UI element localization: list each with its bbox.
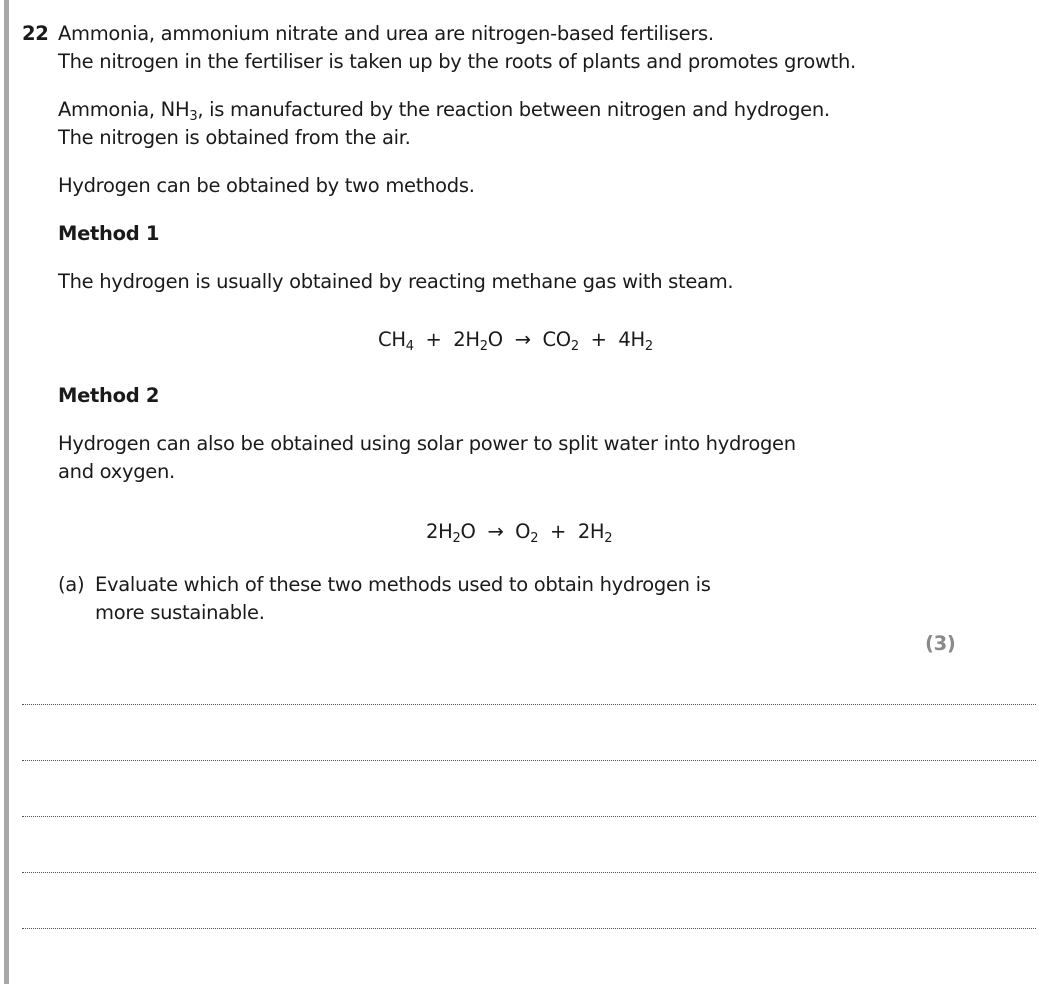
answer-line[interactable] [22,872,1036,873]
method2-equation [426,518,612,546]
answer-line[interactable] [22,704,1036,705]
answer-line[interactable] [22,760,1036,761]
eq-part: O → CO [487,328,571,351]
ammonia-line-1 [58,96,830,124]
eq-sub: 2 [530,531,539,546]
text: , is manufactured by the reaction between nitrogen and hydrogen. [197,98,830,121]
eq-part: + 2H [538,520,605,543]
method1-equation [378,326,653,354]
eq-sub: 4 [405,339,414,354]
method1-text: The hydrogen is usually obtained by reacting methane gas with steam. [58,270,734,293]
method2-text-2: and oxygen. [58,460,175,483]
eq-sub: 2 [604,531,613,546]
method2-text-1: Hydrogen can also be obtained using solar power to split water into hydrogen [58,432,796,455]
method1-heading: Method 1 [58,222,160,245]
part-a-label: (a) [58,573,85,596]
eq-part: + 4H [578,328,645,351]
intro-line-2: The nitrogen in the fertiliser is taken up by the roots of plants and promotes growth. [58,50,856,73]
answer-line[interactable] [22,928,1036,929]
eq-part: + 2H [413,328,480,351]
method2-heading: Method 2 [58,384,160,407]
subscript: 3 [189,109,198,124]
eq-part: O → O [460,520,531,543]
eq-part: CH [378,328,406,351]
page-margin-bar [4,0,9,984]
text: Ammonia, NH [58,98,190,121]
part-a-line-1: Evaluate which of these two methods used to obtain hydrogen is [95,573,711,596]
eq-sub: 2 [479,339,488,354]
eq-part: 2H [426,520,453,543]
question-number: 22 [22,22,49,45]
methods-intro: Hydrogen can be obtained by two methods. [58,174,475,197]
eq-sub: 2 [570,339,579,354]
ammonia-line-2: The nitrogen is obtained from the air. [58,126,411,149]
eq-sub: 2 [452,531,461,546]
answer-line[interactable] [22,816,1036,817]
eq-sub: 2 [644,339,653,354]
part-a-line-2: more sustainable. [95,601,265,624]
intro-line-1: Ammonia, ammonium nitrate and urea are nitrogen-based fertilisers. [58,22,714,45]
marks-label: (3) [925,632,956,655]
